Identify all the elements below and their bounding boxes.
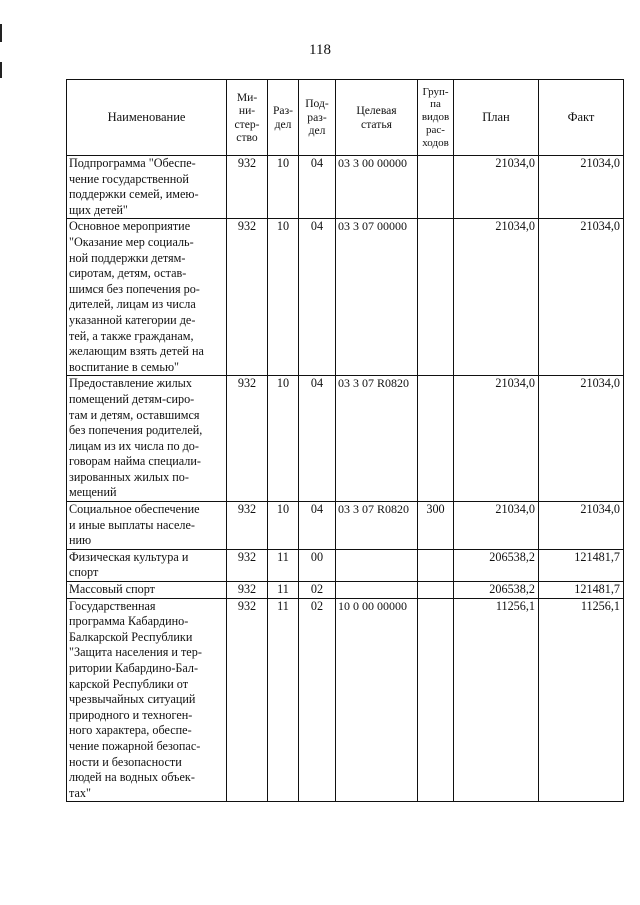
cell-section: 11 [268, 582, 299, 599]
header-plan: План [454, 80, 539, 156]
cell-ministry: 932 [227, 582, 268, 599]
page-number: 118 [309, 42, 331, 58]
cell-expense-group [418, 219, 454, 376]
header-fact: Факт [539, 80, 624, 156]
cell-name: Основное мероприятие "Оказание мер социаль- ной поддержки детям- сиротам, детям, остав- шимся без попечения ро- дителей, лицам из числа указанной категории де- тей, а также гражданам, желающим взять детей на воспитание в семью" [67, 219, 227, 376]
cell-target-article [336, 549, 418, 581]
cell-fact: 11256,1 [539, 598, 624, 802]
cell-plan: 21034,0 [454, 219, 539, 376]
cell-section: 10 [268, 376, 299, 502]
cell-plan: 21034,0 [454, 376, 539, 502]
cell-fact: 21034,0 [539, 376, 624, 502]
table-header-row [67, 80, 624, 156]
cell-fact: 121481,7 [539, 549, 624, 581]
cell-name: Социальное обеспечение и иные выплаты населе- нию [67, 502, 227, 550]
cell-subsection: 04 [299, 219, 336, 376]
cell-ministry: 932 [227, 502, 268, 550]
cell-section: 11 [268, 549, 299, 581]
cell-section: 10 [268, 219, 299, 376]
header-subsection: Под- раз- дел [299, 80, 336, 156]
cell-ministry: 932 [227, 219, 268, 376]
cell-ministry: 932 [227, 598, 268, 802]
cell-plan: 206538,2 [454, 582, 539, 599]
cell-name: Государственная программа Кабардино- Балкарской Республики "Защита населения и тер- ритории Кабардино-Бал- карской Республики от чрезвычайных ситуаций природного и техноген- ного характера, обеспе- чение пожарной безопас- ности и безопасности людей на водных объек- тах" [67, 598, 227, 802]
cell-subsection: 02 [299, 598, 336, 802]
header-ministry: Ми- ни- стер- ство [227, 80, 268, 156]
cell-expense-group [418, 582, 454, 599]
cell-section: 11 [268, 598, 299, 802]
table-row [67, 156, 624, 219]
cell-name: Предоставление жилых помещений детям-сиро- там и детям, оставшимся без попечения родителей, лицам из их числа по до- говорам найма специали- зированных жилых по- мещений [67, 376, 227, 502]
table-row [67, 376, 624, 502]
table-row [67, 598, 624, 802]
cell-name: Массовый спорт [67, 582, 227, 599]
cell-expense-group: 300 [418, 502, 454, 550]
cell-name: Физическая культура и спорт [67, 549, 227, 581]
cell-target-article: 03 3 00 00000 [336, 156, 418, 219]
cell-plan: 11256,1 [454, 598, 539, 802]
cell-subsection: 02 [299, 582, 336, 599]
cell-expense-group [418, 376, 454, 502]
budget-table [66, 79, 624, 802]
cell-fact: 21034,0 [539, 219, 624, 376]
scan-edge-mark [0, 62, 2, 78]
cell-name: Подпрограмма "Обеспе- чение государственной поддержки семей, имею- щих детей" [67, 156, 227, 219]
header-name: Наименование [67, 80, 227, 156]
table-row [67, 549, 624, 581]
cell-fact: 121481,7 [539, 582, 624, 599]
cell-subsection: 04 [299, 376, 336, 502]
cell-plan: 21034,0 [454, 502, 539, 550]
cell-expense-group [418, 549, 454, 581]
cell-fact: 21034,0 [539, 156, 624, 219]
cell-subsection: 04 [299, 156, 336, 219]
cell-expense-group [418, 598, 454, 802]
cell-target-article: 03 3 07 R0820 [336, 502, 418, 550]
cell-target-article [336, 582, 418, 599]
cell-section: 10 [268, 502, 299, 550]
header-section: Раз- дел [268, 80, 299, 156]
cell-target-article: 10 0 00 00000 [336, 598, 418, 802]
scan-edge-mark [0, 24, 2, 42]
cell-subsection: 00 [299, 549, 336, 581]
cell-target-article: 03 3 07 00000 [336, 219, 418, 376]
header-expense-group: Груп- па видов рас- ходов [418, 80, 454, 156]
cell-plan: 206538,2 [454, 549, 539, 581]
cell-ministry: 932 [227, 156, 268, 219]
cell-fact: 21034,0 [539, 502, 624, 550]
table-row [67, 582, 624, 599]
cell-ministry: 932 [227, 376, 268, 502]
cell-target-article: 03 3 07 R0820 [336, 376, 418, 502]
cell-expense-group [418, 156, 454, 219]
header-target-article: Целевая статья [336, 80, 418, 156]
cell-subsection: 04 [299, 502, 336, 550]
table-row [67, 219, 624, 376]
cell-section: 10 [268, 156, 299, 219]
cell-ministry: 932 [227, 549, 268, 581]
cell-plan: 21034,0 [454, 156, 539, 219]
table-row [67, 502, 624, 550]
